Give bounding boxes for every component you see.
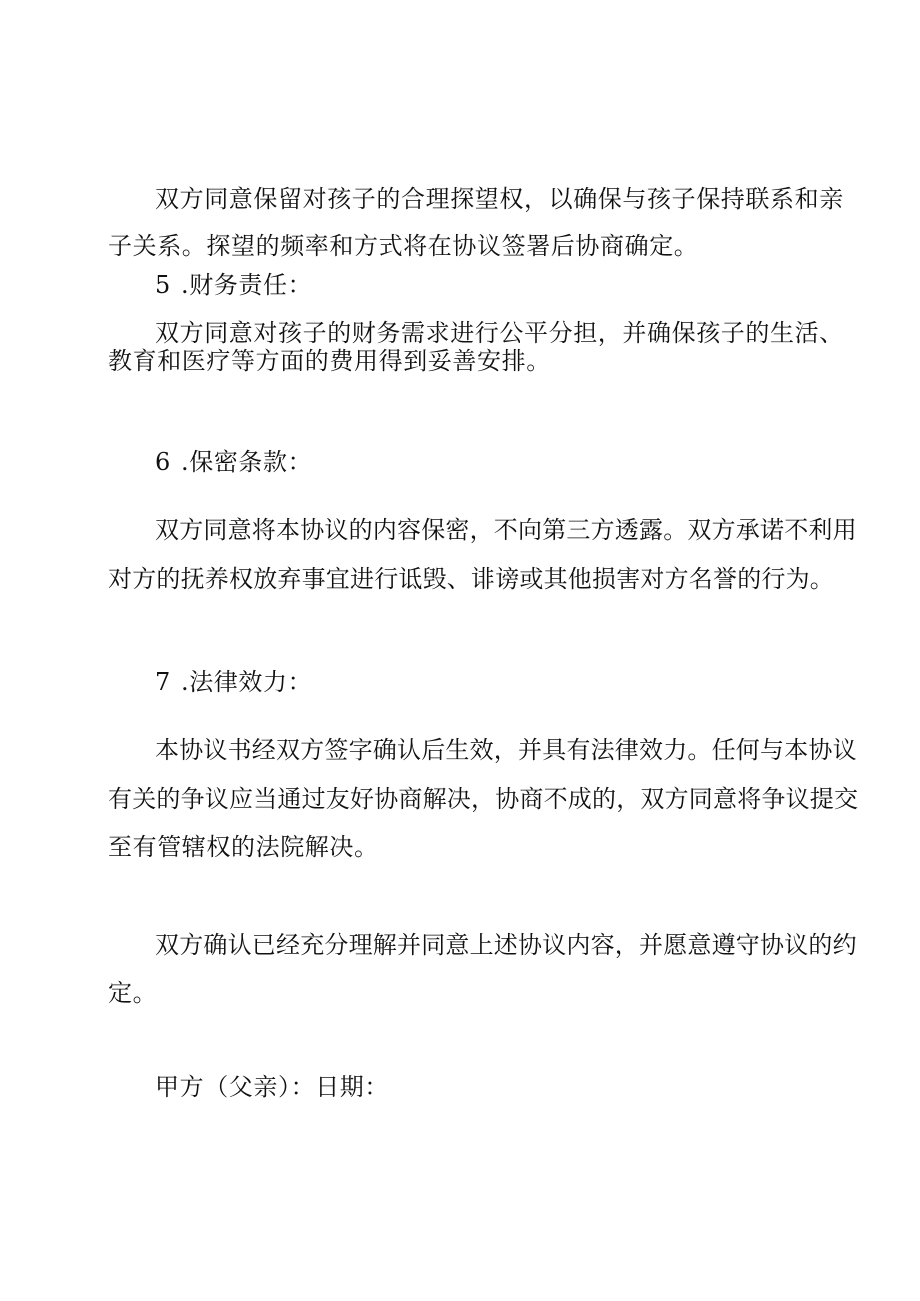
legal-paragraph-line-1: 本协议书经双方签字确认后生效，并具有法律效力。任何与本协议 bbox=[155, 736, 857, 764]
section-5-heading bbox=[155, 270, 885, 300]
finance-paragraph-line-1: 双方同意对孩子的财务需求进行公平分担，并确保孩子的生活、 bbox=[155, 319, 844, 347]
legal-paragraph-line-3: 至有管辖权的法院解决。 bbox=[108, 833, 379, 861]
confidential-paragraph-line-1: 双方同意将本协议的内容保密，不向第三方透露。双方承诺不利用 bbox=[155, 516, 857, 544]
finance-paragraph-line-2: 教育和医疗等方面的费用得到妥善安排。 bbox=[108, 347, 551, 375]
section-5-number: 5 bbox=[155, 271, 171, 299]
section-6-title: .保密条款： bbox=[181, 448, 313, 476]
legal-paragraph-line-2: 有关的争议应当通过友好协商解决，协商不成的，双方同意将争议提交 bbox=[108, 785, 859, 813]
section-6-number: 6 bbox=[155, 448, 171, 476]
section-7-heading bbox=[155, 667, 885, 697]
confidential-paragraph-line-2: 对方的抚养权放弃事宜进行诋毁、诽谤或其他损害对方名誉的行为。 bbox=[108, 565, 834, 593]
section-7-number: 7 bbox=[155, 668, 171, 696]
confirm-paragraph-line-2: 定。 bbox=[108, 979, 158, 1007]
section-5-title: .财务责任： bbox=[181, 271, 313, 299]
party-a-signature-line: 甲方（父亲）：日期： bbox=[155, 1073, 389, 1101]
visitation-paragraph-line-2: 子关系。探望的频率和方式将在协议签署后协商确定。 bbox=[108, 232, 699, 260]
section-7-title: .法律效力： bbox=[181, 668, 313, 696]
visitation-paragraph-line-1: 双方同意保留对孩子的合理探望权，以确保与孩子保持联系和亲 bbox=[155, 185, 844, 213]
section-6-heading bbox=[155, 447, 885, 477]
confirm-paragraph-line-1: 双方确认已经充分理解并同意上述协议内容，并愿意遵守协议的约 bbox=[155, 931, 857, 959]
